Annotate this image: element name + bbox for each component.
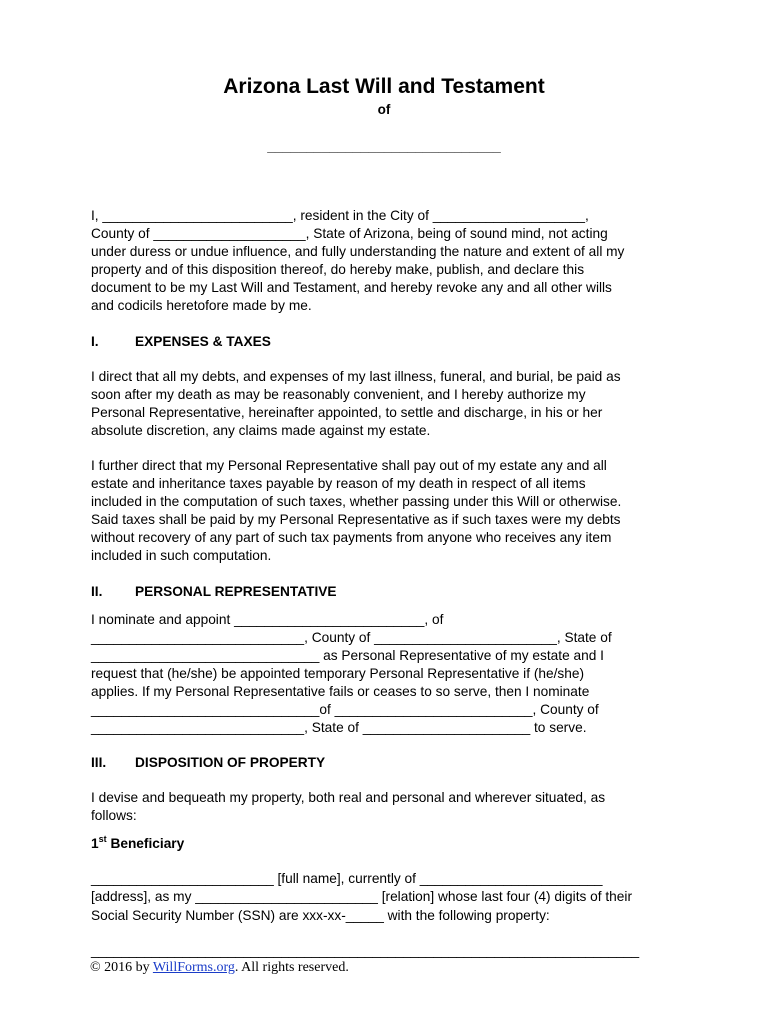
beneficiary-heading — [91, 835, 681, 853]
paragraph-line: without recovery of any part of such tax payments from anyone who receives any item — [91, 530, 612, 546]
paragraph-line: follows: — [91, 808, 137, 824]
section-title: PERSONAL REPRESENTATIVE — [135, 583, 337, 599]
paragraph-line: I further direct that my Personal Representative shall pay out of my estate any and all — [91, 457, 607, 473]
document-subtitle: of — [377, 102, 391, 117]
beneficiary-number: 1 — [91, 836, 99, 852]
section-heading-disposition-of-property — [91, 754, 681, 772]
disposition-paragraph — [91, 789, 681, 825]
paragraph-line: included in the computation of such taxes, whether passing under this Will or otherwise. — [91, 494, 622, 510]
intro-line: County of ____________________, State of Arizona, being of sound mind, not acting — [91, 226, 608, 242]
paragraph-line: Said taxes shall be paid by my Personal Representative as if such taxes were my debts — [91, 512, 621, 528]
intro-paragraph — [91, 207, 681, 316]
intro-line: document to be my Last Will and Testament, and hereby revoke any and all other wills — [91, 280, 612, 296]
paragraph-line: Personal Representative, hereinafter appointed, to settle and discharge, in his or her — [91, 404, 603, 420]
willforms-link[interactable]: WillForms.org — [152, 960, 235, 975]
paragraph-line: included in such computation. — [91, 548, 272, 564]
section-title: EXPENSES & TAXES — [135, 333, 271, 349]
document-body — [91, 207, 681, 960]
section-heading-expenses-taxes — [91, 333, 681, 351]
intro-line: I, _________________________, resident in the City of ____________________, — [91, 208, 589, 223]
paragraph-line: request that (he/she) be appointed temporary Personal Representative if (he/she) — [91, 665, 585, 681]
representative-paragraph — [91, 611, 681, 738]
paragraph-line: absolute discretion, any claims made against my estate. — [91, 422, 431, 438]
copyright-suffix: . All rights reserved. — [234, 960, 349, 975]
section-number: III. — [91, 755, 107, 771]
expenses-paragraph-2 — [91, 457, 681, 566]
testator-name-blank: ______________________________ — [267, 138, 501, 154]
copyright-footer — [90, 958, 349, 978]
beneficiary-paragraph — [91, 870, 681, 924]
paragraph-line: I devise and bequeath my property, both real and personal and wherever situated, as — [91, 790, 606, 806]
paragraph-line: I nominate and appoint _________________________, of — [91, 611, 444, 627]
paragraph-line: I direct that all my debts, and expenses of my last illness, funeral, and burial, be paid as — [91, 368, 621, 384]
paragraph-line: soon after my death as may be reasonably convenient, and I hereby authorize my — [91, 386, 586, 402]
copyright-prefix: © 2016 by — [90, 960, 153, 975]
paragraph-line: Social Security Number (SSN) are xxx-xx-_____ with the following property: — [91, 907, 550, 923]
beneficiary-label: Beneficiary — [106, 836, 185, 852]
section-number: I. — [91, 333, 99, 349]
paragraph-line: [address], as my ________________________ [relation] whose last four (4) digits of their — [91, 889, 633, 905]
expenses-paragraph-1 — [91, 368, 681, 440]
paragraph-line: ________________________ [full name], currently of ________________________ — [91, 871, 603, 887]
paragraph-line: ____________________________, State of ______________________ to serve. — [91, 720, 587, 736]
paragraph-line: applies. If my Personal Representative fails or ceases to so serve, then I nominate — [91, 683, 590, 699]
paragraph-line: ______________________________ as Personal Representative of my estate and I — [91, 647, 604, 663]
paragraph-line: estate and inheritance taxes payable by reason of my death in respect of all items — [91, 476, 586, 492]
beneficiary-ordinal-suffix: st — [98, 833, 107, 844]
property-blank-line: ________________________________________________________________________ — [91, 942, 640, 958]
intro-line: under duress or undue influence, and fully understanding the nature and extent of all my — [91, 244, 625, 260]
section-title: DISPOSITION OF PROPERTY — [135, 755, 326, 771]
section-heading-personal-representative — [91, 583, 681, 601]
intro-line: and codicils heretofore made by me. — [91, 298, 312, 314]
section-number: II. — [91, 583, 103, 599]
paragraph-line: ____________________________, County of ________________________, State of — [91, 629, 612, 645]
paragraph-line: ______________________________of __________________________, County of — [91, 701, 599, 717]
intro-line: property and of this disposition thereof, do hereby make, publish, and declare this — [91, 262, 585, 278]
document-title: Arizona Last Will and Testament — [223, 75, 545, 98]
